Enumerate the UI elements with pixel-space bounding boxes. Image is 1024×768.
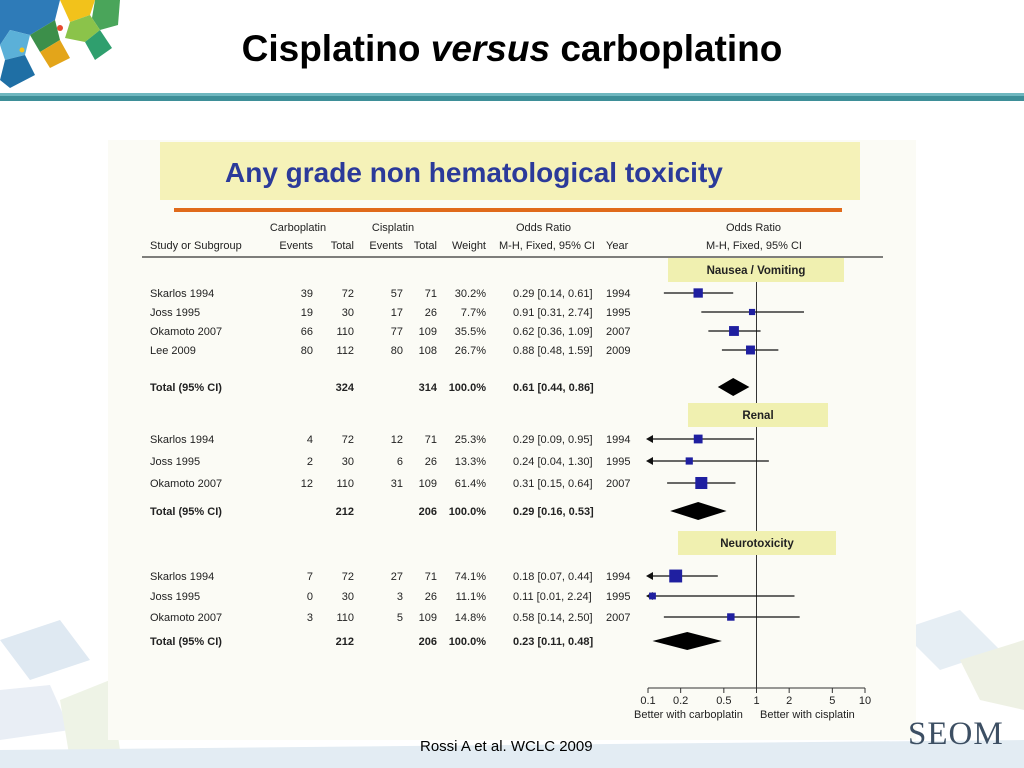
- study-year: 2007: [606, 326, 631, 338]
- events-cisplatin: 6: [396, 456, 403, 468]
- total-n-cisplatin: 314: [418, 382, 437, 394]
- events-cisplatin: 17: [390, 307, 403, 319]
- events-carboplatin: 2: [306, 456, 313, 468]
- total-carboplatin: 72: [341, 434, 354, 446]
- total-n-carboplatin: 212: [335, 636, 354, 648]
- x-tick-label: 5: [829, 695, 836, 707]
- study-name: Okamoto 2007: [150, 326, 223, 338]
- header-weight: Weight: [451, 240, 486, 252]
- study-weight: 11.1%: [455, 591, 486, 603]
- citation: Rossi A et al. WCLC 2009: [420, 738, 593, 755]
- study-marker: [694, 435, 703, 444]
- header-method-plot: M-H, Fixed, 95% CI: [706, 240, 802, 252]
- total-label: Total (95% CI): [150, 636, 222, 648]
- x-tick-label: 0.5: [716, 695, 732, 707]
- header-total-2: Total: [413, 240, 437, 252]
- events-cisplatin: 12: [390, 434, 403, 446]
- study-weight: 61.4%: [454, 478, 486, 490]
- total-label: Total (95% CI): [150, 506, 222, 518]
- header-odds-ratio: Odds Ratio: [516, 222, 572, 234]
- study-name: Okamoto 2007: [150, 612, 223, 624]
- total-carboplatin: 72: [341, 571, 354, 583]
- study-marker: [694, 288, 703, 297]
- events-cisplatin: 80: [390, 345, 403, 357]
- favours-right-label: Better with cisplatin: [760, 709, 855, 721]
- total-or-ci: 0.23 [0.11, 0.48]: [513, 636, 594, 648]
- study-weight: 30.2%: [454, 288, 486, 300]
- study-or-ci: 0.29 [0.14, 0.61]: [513, 288, 593, 300]
- total-cisplatin: 26: [424, 456, 437, 468]
- header-carboplatin: Carboplatin: [269, 222, 327, 234]
- events-carboplatin: 39: [300, 288, 313, 300]
- study-name: Okamoto 2007: [150, 478, 223, 490]
- study-or-ci: 0.91 [0.31, 2.74]: [513, 307, 593, 319]
- summary-diamond: [670, 502, 726, 520]
- study-weight: 13.3%: [454, 456, 486, 468]
- total-carboplatin: 110: [336, 612, 354, 624]
- header-events-2: Events: [369, 240, 403, 252]
- study-or-ci: 0.24 [0.04, 1.30]: [513, 456, 593, 468]
- total-weight: 100.0%: [448, 382, 486, 394]
- title-text-1: Cisplatino: [241, 28, 431, 69]
- study-weight: 35.5%: [454, 326, 486, 338]
- title-underline: [174, 208, 842, 212]
- events-cisplatin: 5: [396, 612, 403, 624]
- chart-title: Any grade non hematological toxicity: [225, 157, 723, 188]
- study-marker: [749, 309, 755, 315]
- study-marker: [729, 326, 739, 336]
- study-or-ci: 0.29 [0.09, 0.95]: [513, 434, 593, 446]
- events-carboplatin: 80: [300, 345, 313, 357]
- events-carboplatin: 3: [306, 612, 313, 624]
- study-or-ci: 0.58 [0.14, 2.50]: [513, 612, 593, 624]
- study-marker: [746, 346, 755, 355]
- events-cisplatin: 3: [396, 591, 403, 603]
- subgroup-label: Neurotoxicity: [720, 538, 794, 550]
- study-marker: [695, 477, 707, 489]
- events-carboplatin: 4: [306, 434, 313, 446]
- ci-arrow-left: [646, 457, 653, 465]
- total-cisplatin: 109: [418, 612, 437, 624]
- events-cisplatin: 27: [390, 571, 403, 583]
- header-events-1: Events: [279, 240, 313, 252]
- events-carboplatin: 0: [306, 591, 313, 603]
- title-rule: [0, 93, 1024, 102]
- study-or-ci: 0.31 [0.15, 0.64]: [513, 478, 593, 490]
- events-cisplatin: 31: [390, 478, 403, 490]
- total-carboplatin: 30: [341, 591, 354, 603]
- total-cisplatin: 71: [424, 288, 437, 300]
- header-total-1: Total: [330, 240, 354, 252]
- favours-left-label: Better with carboplatin: [634, 709, 743, 721]
- seom-logo: SEOM: [908, 716, 1004, 752]
- header-odds-ratio-plot: Odds Ratio: [726, 222, 782, 234]
- header-study: Study or Subgroup: [150, 240, 242, 252]
- study-or-ci: 0.62 [0.36, 1.09]: [513, 326, 593, 338]
- total-or-ci: 0.29 [0.16, 0.53]: [513, 506, 594, 518]
- total-n-carboplatin: 212: [335, 506, 354, 518]
- study-name: Skarlos 1994: [150, 571, 215, 583]
- study-weight: 7.7%: [460, 307, 486, 319]
- study-year: 2007: [606, 478, 631, 490]
- events-carboplatin: 19: [300, 307, 313, 319]
- total-weight: 100.0%: [448, 506, 486, 518]
- header-cisplatin: Cisplatin: [371, 222, 415, 234]
- total-carboplatin: 30: [341, 307, 354, 319]
- total-or-ci: 0.61 [0.44, 0.86]: [513, 382, 594, 394]
- total-weight: 100.0%: [448, 636, 486, 648]
- study-marker: [686, 457, 693, 464]
- events-cisplatin: 57: [390, 288, 403, 300]
- forest-plot: [108, 140, 916, 740]
- total-cisplatin: 71: [424, 434, 437, 446]
- study-weight: 25.3%: [454, 434, 486, 446]
- study-year: 2009: [606, 345, 631, 357]
- total-carboplatin: 110: [336, 478, 354, 490]
- study-name: Skarlos 1994: [150, 288, 215, 300]
- study-name: Lee 2009: [150, 345, 196, 357]
- study-name: Joss 1995: [150, 591, 201, 603]
- summary-diamond: [718, 378, 750, 396]
- total-cisplatin: 108: [418, 345, 437, 357]
- total-cisplatin: 26: [424, 591, 437, 603]
- study-year: 1995: [606, 591, 631, 603]
- study-marker: [727, 613, 734, 620]
- study-weight: 26.7%: [454, 345, 486, 357]
- study-name: Joss 1995: [150, 307, 201, 319]
- events-carboplatin: 7: [306, 571, 313, 583]
- study-name: Joss 1995: [150, 456, 201, 468]
- x-tick-label: 0.1: [640, 695, 656, 707]
- subgroup-label: Renal: [742, 410, 774, 422]
- study-year: 1995: [606, 456, 631, 468]
- header-method: M-H, Fixed, 95% CI: [499, 240, 595, 252]
- study-year: 1994: [606, 288, 631, 300]
- total-cisplatin: 109: [418, 326, 437, 338]
- x-tick-label: 2: [786, 695, 793, 707]
- study-or-ci: 0.11 [0.01, 2.24]: [513, 591, 592, 603]
- title-text-2: carboplatino: [550, 28, 783, 69]
- study-weight: 14.8%: [454, 612, 486, 624]
- study-marker: [669, 570, 682, 583]
- events-carboplatin: 66: [300, 326, 313, 338]
- study-year: 1994: [606, 434, 631, 446]
- total-n-cisplatin: 206: [418, 636, 437, 648]
- total-carboplatin: 30: [341, 456, 354, 468]
- total-n-carboplatin: 324: [335, 382, 354, 394]
- total-cisplatin: 26: [424, 307, 437, 319]
- total-cisplatin: 71: [424, 571, 437, 583]
- x-tick-label: 1: [753, 695, 760, 707]
- chart-panel: [108, 140, 916, 740]
- ci-arrow-left: [646, 572, 653, 580]
- slide-title: [0, 28, 1024, 70]
- study-or-ci: 0.18 [0.07, 0.44]: [513, 571, 593, 583]
- title-text-italic: versus: [430, 28, 551, 69]
- events-carboplatin: 12: [300, 478, 313, 490]
- header-year: Year: [606, 240, 629, 252]
- study-or-ci: 0.88 [0.48, 1.59]: [513, 345, 593, 357]
- study-name: Skarlos 1994: [150, 434, 215, 446]
- ci-arrow-left: [646, 435, 653, 443]
- total-n-cisplatin: 206: [418, 506, 437, 518]
- study-weight: 74.1%: [454, 571, 486, 583]
- subgroup-label: Nausea / Vomiting: [706, 265, 806, 277]
- study-year: 1994: [606, 571, 631, 583]
- events-cisplatin: 77: [390, 326, 403, 338]
- total-carboplatin: 110: [336, 326, 354, 338]
- study-year: 2007: [606, 612, 631, 624]
- summary-diamond: [652, 632, 721, 650]
- x-tick-label: 10: [858, 695, 872, 707]
- study-marker: [649, 593, 656, 600]
- total-cisplatin: 109: [418, 478, 437, 490]
- total-carboplatin: 72: [341, 288, 354, 300]
- study-year: 1995: [606, 307, 631, 319]
- total-carboplatin: 112: [336, 345, 354, 357]
- total-label: Total (95% CI): [150, 382, 222, 394]
- x-tick-label: 0.2: [673, 695, 689, 707]
